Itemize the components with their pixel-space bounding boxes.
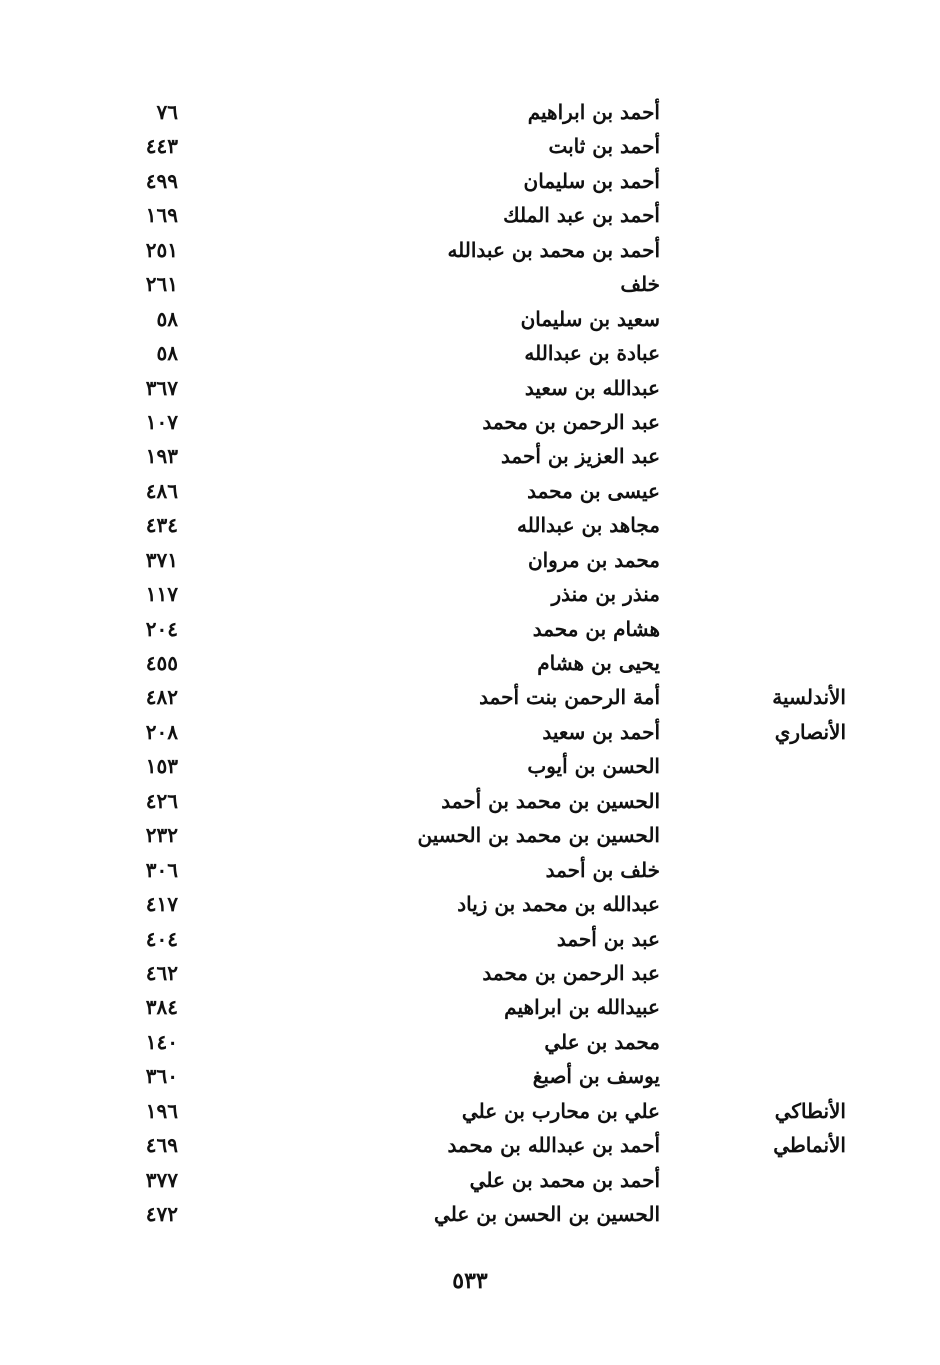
entry-page-ref: ١٤٠ (145, 1029, 178, 1054)
entry-page-ref: ٢٠٨ (145, 719, 178, 744)
index-entry (0, 752, 940, 786)
entry-name: عبدالله بن محمد بن زياد (457, 892, 660, 917)
entry-page-ref: ٤٤٣ (145, 134, 178, 159)
entry-page-ref: ٤٢٦ (145, 788, 178, 813)
entry-name: أمة الرحمن بنت أحمد (479, 685, 660, 710)
index-entry (0, 959, 940, 993)
entry-page-ref: ٣٨٤ (145, 995, 178, 1020)
entry-page-ref: ٢٠٤ (145, 616, 178, 641)
entry-name: هشام بن محمد (532, 616, 660, 641)
page-number: ٥٣٣ (452, 1268, 488, 1294)
entry-page-ref: ١٥٣ (145, 754, 178, 779)
index-entry (0, 98, 940, 132)
entry-name: أحمد بن سعيد (542, 719, 660, 744)
entry-name: عيسى بن محمد (527, 478, 660, 503)
entry-page-ref: ٢٥١ (145, 237, 178, 262)
entry-name: محمد بن مروان (527, 547, 660, 572)
index-entry (0, 546, 940, 580)
entry-nisba: الأنصاري (774, 719, 846, 744)
entry-page-ref: ١١٧ (145, 582, 178, 607)
entry-nisba: الأنماطي (773, 1133, 846, 1158)
index-entry (0, 925, 940, 959)
index-entry (0, 477, 940, 511)
index-entry (0, 339, 940, 373)
index-entry (0, 1062, 940, 1096)
index-entry (0, 511, 940, 545)
entry-page-ref: ١٩٣ (145, 444, 178, 469)
entry-name: أحمد بن عبد الملك (503, 203, 660, 228)
entry-name: أحمد بن ابراهيم (527, 100, 660, 124)
index-entry (0, 890, 940, 924)
entry-page-ref: ٤٩٩ (145, 168, 178, 193)
entry-name: الحسن بن أيوب (527, 754, 660, 779)
entry-name: منذر بن منذر (551, 582, 660, 607)
entry-page-ref: ٣٧١ (145, 547, 178, 572)
entry-page-ref: ٤٧٢ (145, 1202, 178, 1226)
entry-name: الحسين بن محمد بن أحمد (441, 788, 660, 813)
entry-page-ref: ١٠٧ (145, 409, 178, 434)
index-entry (0, 580, 940, 614)
entry-page-ref: ٢٣٢ (145, 823, 178, 848)
entry-name: مجاهد بن عبدالله (517, 513, 660, 538)
entry-name: الحسين بن محمد بن الحسين (417, 823, 660, 848)
index-entry (0, 408, 940, 442)
index-entry (0, 1097, 940, 1131)
entry-page-ref: ٥٨ (156, 341, 178, 366)
entry-name: سعيد بن سليمان (520, 306, 660, 331)
entry-name: الحسين بن الحسن بن علي (434, 1202, 660, 1226)
entry-name: عبد بن أحمد (556, 926, 660, 951)
index-entry (0, 236, 940, 270)
index-entry (0, 718, 940, 752)
index-entry (0, 374, 940, 408)
entry-page-ref: ٤٥٥ (145, 651, 178, 675)
entry-name: أحمد بن ثابت (548, 134, 660, 159)
entry-name: عبيدالله بن ابراهيم (504, 995, 660, 1020)
index-entry (0, 1131, 940, 1165)
entry-nisba: الأندلسية (772, 685, 846, 710)
entry-name: أحمد بن سليمان (523, 168, 660, 193)
index-entry (0, 305, 940, 339)
index-entry (0, 856, 940, 890)
entry-page-ref: ٤١٧ (145, 892, 178, 917)
entry-name: عبادة بن عبدالله (524, 341, 660, 366)
entry-name: عبد العزيز بن أحمد (500, 444, 660, 469)
entry-name: يحيى بن هشام (537, 651, 660, 675)
index-entry (0, 615, 940, 649)
index-entry (0, 1166, 940, 1200)
index-entry (0, 167, 940, 201)
index-entry (0, 201, 940, 235)
entry-page-ref: ٢٦١ (145, 272, 178, 297)
entry-page-ref: ٤٦٩ (145, 1133, 178, 1158)
index-entry (0, 132, 940, 166)
index-entry (0, 787, 940, 821)
index-entry (0, 270, 940, 304)
entry-page-ref: ٧٦ (156, 100, 178, 124)
entry-name: محمد بن علي (544, 1029, 660, 1054)
entry-page-ref: ٤٠٤ (145, 926, 178, 951)
entry-name: عبد الرحمن بن محمد (482, 409, 660, 434)
index-entry (0, 993, 940, 1027)
entry-page-ref: ٥٨ (156, 306, 178, 331)
entry-page-ref: ٣٧٧ (145, 1167, 178, 1192)
entry-page-ref: ٣٦٠ (145, 1064, 178, 1089)
index-entry (0, 1028, 940, 1062)
entry-name: يوسف بن أصبغ (532, 1064, 660, 1089)
entry-page-ref: ٣٦٧ (145, 375, 178, 400)
entry-name: أحمد بن عبدالله بن محمد (447, 1133, 660, 1158)
entry-name: أحمد بن محمد بن علي (469, 1167, 660, 1192)
entry-name: علي بن محارب بن علي (461, 1098, 660, 1123)
index-entry (0, 683, 940, 717)
entry-name: عبد الرحمن بن محمد (482, 960, 660, 985)
entry-page-ref: ٤٨٢ (145, 685, 178, 710)
entry-name: خلف بن أحمد (545, 857, 660, 882)
entry-name: خلف (620, 272, 660, 297)
entry-name: أحمد بن محمد بن عبدالله (447, 237, 660, 262)
index-entry (0, 821, 940, 855)
entry-page-ref: ٤٨٦ (145, 478, 178, 503)
index-entry (0, 649, 940, 683)
entry-nisba: الأنطاكي (774, 1098, 846, 1123)
index-list (0, 98, 940, 1234)
index-entry (0, 442, 940, 476)
index-entry (0, 1200, 940, 1234)
entry-page-ref: ١٦٩ (145, 203, 178, 228)
entry-page-ref: ٤٣٤ (145, 513, 178, 538)
entry-page-ref: ١٩٦ (145, 1098, 178, 1123)
entry-page-ref: ٤٦٢ (145, 960, 178, 985)
entry-name: عبدالله بن سعيد (524, 375, 660, 400)
entry-page-ref: ٣٠٦ (145, 857, 178, 882)
